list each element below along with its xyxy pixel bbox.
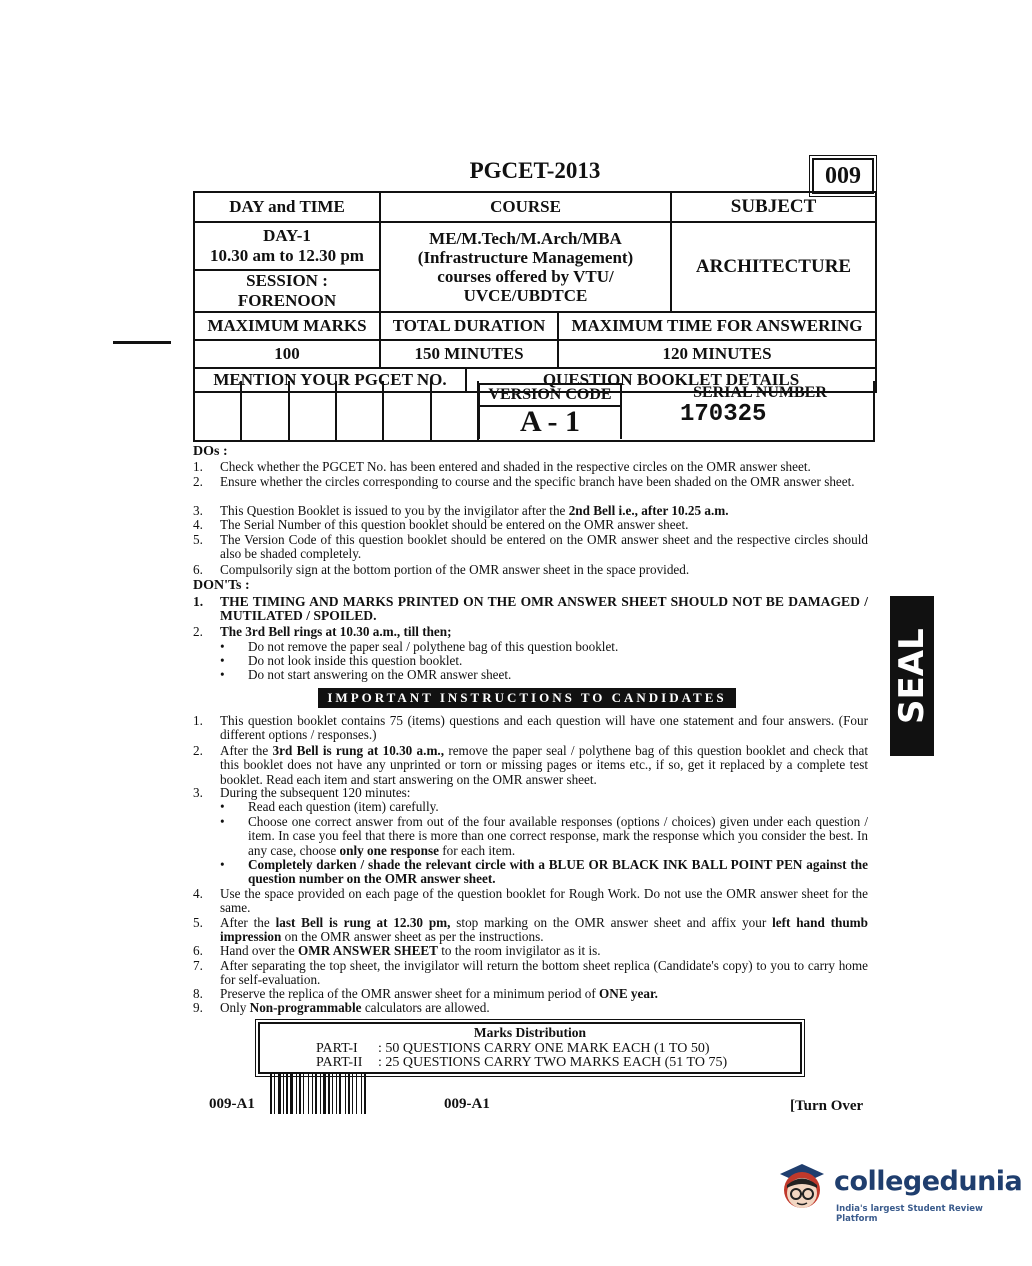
- instruction-item: 5. After the last Bell is rung at 12.30 pm, stop marking on the OMR answer sheet and affix your left hand thumb impression on the OMR answer sheet as per the instructions.: [193, 915, 868, 945]
- max-time-label: MAXIMUM TIME FOR ANSWERING: [558, 312, 876, 340]
- turn-over: [Turn Over: [790, 1098, 864, 1114]
- donts-bullet: • Do not start answering on the OMR answer sheet.: [220, 667, 512, 682]
- exam-title: PGCET-2013: [469, 158, 601, 183]
- course-line-2: (Infrastructure Management): [417, 248, 634, 267]
- pgcet-digit-box: [242, 381, 289, 440]
- pgcet-digit-box: [432, 381, 477, 440]
- booklet-details-label: QUESTION BOOKLET DETAILS: [466, 368, 876, 392]
- day-value: DAY-1: [263, 226, 311, 245]
- max-marks-value: 100: [194, 340, 380, 368]
- margin-dash: [113, 341, 171, 344]
- barcode: [270, 1074, 432, 1114]
- max-time-value: 120 MINUTES: [558, 340, 876, 368]
- version-serial-box: [475, 381, 875, 442]
- instruction-bullet: • Completely darken / shade the relevant circle with a BLUE OR BLACK INK BALL POINT PEN against the question number on the OMR answer sheet.: [220, 857, 868, 887]
- part1-label: PART-I: [316, 1041, 358, 1056]
- marks-distribution-title: Marks Distribution: [473, 1025, 587, 1040]
- dos-item: 5. The Version Code of this question booklet should be entered on the OMR answer sheet and the respective circles should also be shaded completely.: [193, 532, 868, 562]
- pgcet-digit-box: [384, 381, 431, 440]
- footer-code-left: 009-A1: [209, 1096, 255, 1112]
- time-value: 10.30 am to 12.30 pm: [210, 246, 364, 265]
- instruction-item: 2. After the 3rd Bell is rung at 10.30 a.m., remove the paper seal / polythene bag of this question booklet and check that this booklet does not have any unprinted or torn or missing pages or items etc., if so, get it replaced by a complete test booklet. Read each item and start answering on the OMR answer sheet.: [193, 743, 869, 787]
- donts-bullet: • Do not remove the paper seal / polythene bag of this question booklet.: [220, 639, 619, 654]
- course-line-3: courses offered by VTU/: [437, 267, 614, 286]
- instruction-item: 9. Only Non-programmable calculators are allowed.: [193, 1000, 490, 1015]
- pgcet-digit-box: [195, 381, 242, 440]
- instruction-bullet: • Choose one correct answer from out of the four available responses (options / choices) given under each question / item. In case you feel that there is more than one correct response, mark the response which you consider the best. In any case, choose only one response for each item.: [220, 814, 868, 858]
- pgcet-digit-box: [337, 381, 384, 440]
- dos-item: 2. Ensure whether the circles corresponding to course and the specific branch have been shaded on the OMR answer sheet.: [193, 474, 855, 489]
- seal-label: SEAL: [892, 628, 932, 724]
- serial-number-value: 170325: [680, 401, 767, 428]
- dos-heading: DOs :: [193, 444, 228, 459]
- logo-name: collegedunia: [834, 1166, 1023, 1197]
- part2-text: : 25 QUESTIONS CARRY TWO MARKS EACH (51 TO 75): [378, 1055, 728, 1070]
- part1-text: : 50 QUESTIONS CARRY ONE MARK EACH (1 TO 50): [378, 1041, 710, 1056]
- info-table: [193, 191, 877, 393]
- session-value: SESSION : FORENOON: [194, 270, 380, 312]
- version-code-label: VERSION CODE: [478, 383, 622, 407]
- pgcet-digit-box: [290, 381, 337, 440]
- instruction-item: 1. This question booklet contains 75 (items) questions and each question will have one statement and four answers. (Four different options / responses.): [193, 713, 868, 743]
- total-duration-label: TOTAL DURATION: [380, 312, 558, 340]
- instruction-item: 6. Hand over the OMR ANSWER SHEET to the room invigilator as it is.: [193, 943, 601, 958]
- total-duration-value: 150 MINUTES: [380, 340, 558, 368]
- instruction-item: 7. After separating the top sheet, the invigilator will return the bottom sheet replica (Candidate's copy) to you to carry home for self-evaluation.: [193, 958, 868, 988]
- mention-pgcet-label: MENTION YOUR PGCET NO.: [194, 368, 466, 392]
- subject-label: SUBJECT: [671, 192, 876, 222]
- version-code-value: A - 1: [478, 405, 622, 439]
- part2-label: PART-II: [316, 1055, 363, 1070]
- collegedunia-logo: [772, 1158, 1023, 1224]
- logo-tagline: India's largest Student Review Platform: [836, 1204, 983, 1224]
- paper-code: 009: [812, 158, 874, 194]
- donts-item: 1. THE TIMING AND MARKS PRINTED ON THE OMR ANSWER SHEET SHOULD NOT BE DAMAGED / MUTILATED / SPOILED.: [193, 594, 868, 624]
- course-cell: [380, 222, 671, 312]
- logo-mascot-icon: [772, 1160, 832, 1220]
- day-time-label: DAY and TIME: [194, 192, 380, 222]
- instruction-item: 4. Use the space provided on each page of the question booklet for Rough Work. Do not use the OMR answer sheet for the same.: [193, 886, 868, 916]
- donts-heading: DON'Ts :: [193, 578, 250, 593]
- subject-value: ARCHITECTURE: [671, 222, 876, 312]
- course-label: COURSE: [380, 192, 671, 222]
- course-line-4: UVCE/UBDTCE: [463, 286, 588, 305]
- pgcet-number-boxes: [193, 381, 479, 442]
- instruction-bullet: • Read each question (item) carefully.: [220, 799, 439, 814]
- day-time-cell: [194, 222, 380, 270]
- marks-distribution-box: [258, 1022, 802, 1074]
- instruction-item: 8. Preserve the replica of the OMR answer sheet for a minimum period of ONE year.: [193, 986, 658, 1001]
- course-line-1: ME/M.Tech/M.Arch/MBA: [429, 229, 622, 248]
- footer-code-right: 009-A1: [444, 1096, 490, 1112]
- dos-item: 1. Check whether the PGCET No. has been entered and shaded in the respective circles on the OMR answer sheet.: [193, 459, 811, 474]
- donts-item: 2. The 3rd Bell rings at 10.30 a.m., till then;: [193, 624, 452, 639]
- dos-item: 4. The Serial Number of this question booklet should be entered on the OMR answer sheet.: [193, 517, 689, 532]
- dos-item: 3. This Question Booklet is issued to you by the invigilator after the 2nd Bell i.e., after 10.25 a.m.: [193, 503, 729, 518]
- max-marks-label: MAXIMUM MARKS: [194, 312, 380, 340]
- serial-number-label: SERIAL NUMBER: [693, 384, 827, 401]
- donts-bullet: • Do not look inside this question booklet.: [220, 653, 463, 668]
- instruction-item: 3. During the subsequent 120 minutes:: [193, 785, 411, 800]
- dos-item: 6. Compulsorily sign at the bottom portion of the OMR answer sheet in the space provided.: [193, 562, 690, 577]
- instructions-banner: IMPORTANT INSTRUCTIONS TO CANDIDATES: [318, 688, 736, 708]
